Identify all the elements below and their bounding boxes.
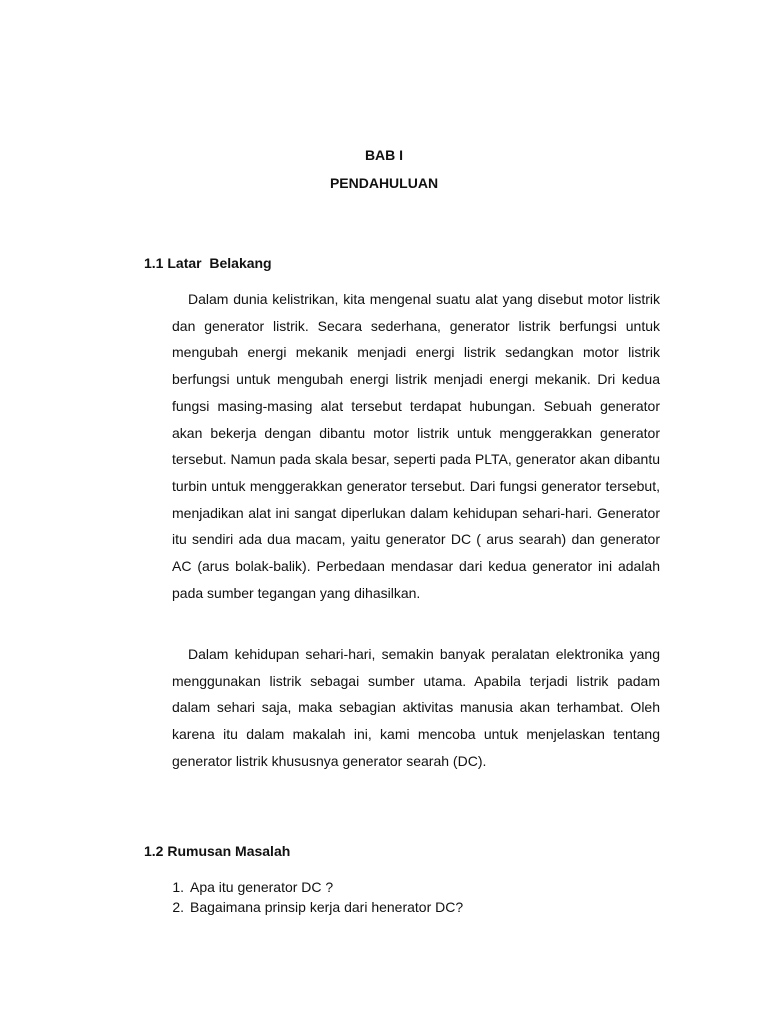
paragraph-2: Dalam kehidupan sehari-hari, semakin banyak peralatan elektronika yang menggunakan listrik sebagai sumber utama. Apabila terjadi listrik padam dalam sehari saja, maka sebagian aktivitas manusia akan terhambat. Oleh karena itu dalam makalah ini, kami mencoba untuk menjelaskan tentang generator listrik khususnya generator searah (DC).	[172, 646, 660, 769]
list-item-number: 2.	[172, 899, 184, 915]
chapter-number: BAB I	[364, 147, 404, 163]
paragraph-1: Dalam dunia kelistrikan, kita mengenal suatu alat yang disebut motor listrik dan generator listrik. Secara sederhana, generator listrik berfungsi untuk mengubah energi mekanik menjadi energi listrik sedangkan motor listrik berfungsi untuk mengubah energi listrik menjadi energi mekanik. Dri kedua fungsi masing-masing alat tersebut terdapat hubungan. Sebuah generator akan bekerja dengan dibantu motor listrik untuk menggerakkan generator tersebut. Namun pada skala besar, seperti pada PLTA, generator akan dibantu turbin untuk menggerakkan generator tersebut. Dari fungsi generator tersebut, menjadikan alat ini sangat diperlukan dalam kehidupan sehari-hari. Generator itu sendiri ada dua macam, yaitu generator DC ( arus searah) dan generator AC (arus bolak-balik). Perbedaan mendasar dari kedua generator ini adalah pada sumber tegangan yang dihasilkan.	[172, 291, 660, 601]
section-heading-rumusan-masalah: 1.2 Rumusan Masalah	[144, 843, 291, 859]
list-item-text: Bagaimana prinsip kerja dari henerator DC?	[190, 899, 464, 915]
chapter-title: PENDAHULUAN	[329, 175, 439, 191]
list-item	[144, 877, 463, 897]
list-item-number: 1.	[172, 879, 184, 895]
section-heading-latar-belakang: 1.1 Latar Belakang	[144, 255, 272, 271]
list-item-text: Apa itu generator DC ?	[190, 879, 334, 895]
list-item	[144, 897, 463, 917]
question-list	[144, 877, 463, 917]
